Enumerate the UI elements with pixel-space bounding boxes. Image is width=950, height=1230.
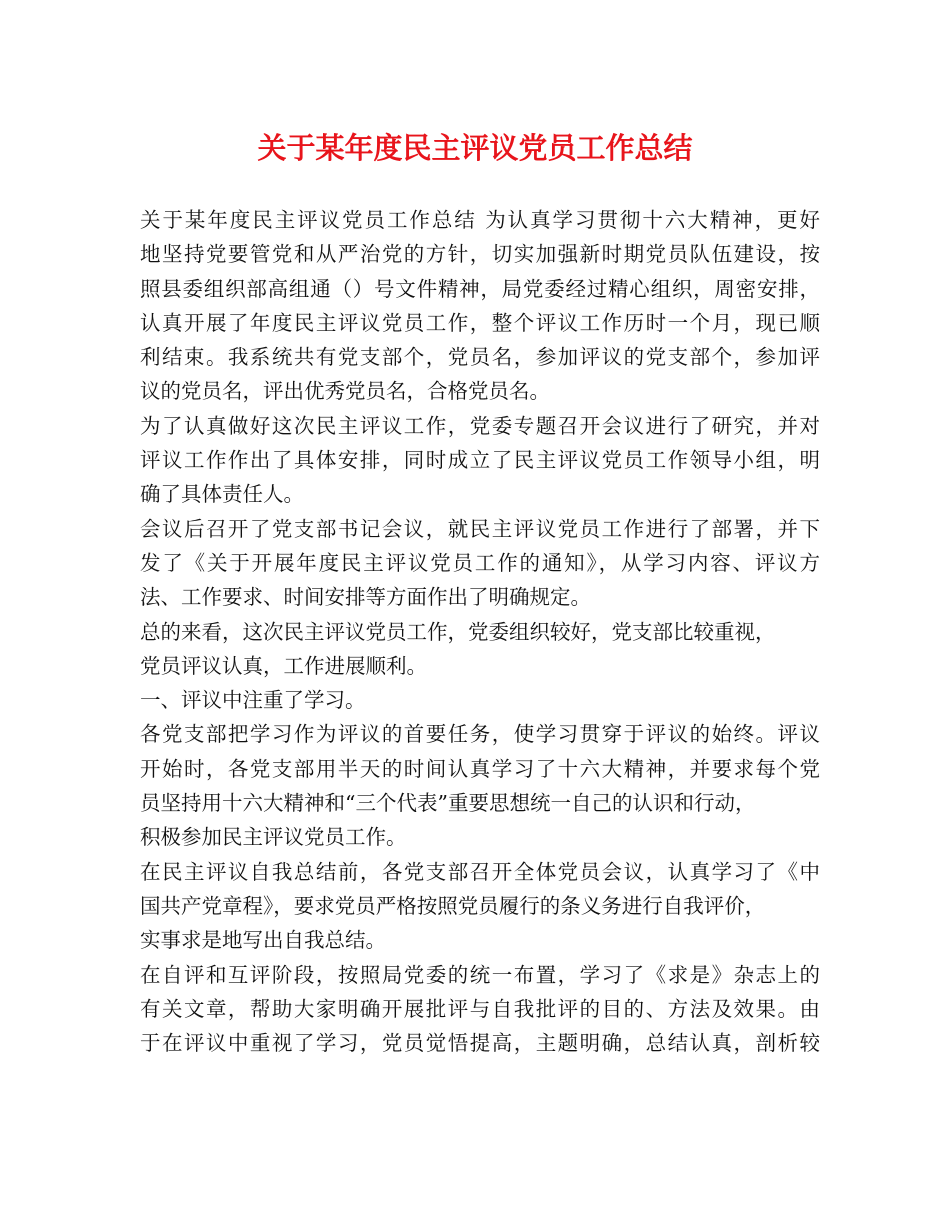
body-line: 认真开展了年度民主评议党员工作，整个评议工作历时一个月，现已顺 <box>140 310 820 335</box>
body-line: 总的来看，这次民主评议党员工作，党委组织较好，党支部比较重视， <box>140 619 776 644</box>
body-line: 有关文章，帮助大家明确开展批评与自我批评的目的、方法及效果。由 <box>140 996 820 1021</box>
body-line: 关于某年度民主评议党员工作总结 为认真学习贯彻十六大精神，更好 <box>140 208 820 232</box>
body-line: 在自评和互评阶段，按照局党委的统一布置，学习了《求是》杂志上的 <box>140 962 820 987</box>
body-line: 一、评议中注重了学习。 <box>140 688 366 713</box>
body-line: 法、工作要求、时间安排等方面作出了明确规定。 <box>140 585 591 610</box>
body-line: 地坚持党要管党和从严治党的方针，切实加强新时期党员队伍建设，按 <box>140 242 820 267</box>
body-line: 于在评议中重视了学习，党员觉悟提高，主题明确，总结认真，剖析较 <box>140 1031 820 1056</box>
body-line: 利结束。我系统共有党支部个，党员名，参加评议的党支部个，参加评 <box>140 345 820 370</box>
body-line: 国共产党章程》，要求党员严格按照党员履行的条义务进行自我评价， <box>140 893 766 918</box>
document-title: 关于某年度民主评议党员工作总结 <box>257 131 693 165</box>
body-line: 积极参加民主评议党员工作。 <box>140 825 407 850</box>
body-line: 照县委组织部高组通（）号文件精神，局党委经过精心组织，周密安排， <box>140 276 820 301</box>
body-line: 会议后召开了党支部书记会议，就民主评议党员工作进行了部署，并下 <box>140 516 820 541</box>
body-line: 党员评议认真，工作进展顺利。 <box>140 653 427 678</box>
document-body <box>140 203 820 1060</box>
body-line: 评议工作作出了具体安排，同时成立了民主评议党员工作领导小组，明 <box>140 448 820 473</box>
body-line: 发了《关于开展年度民主评议党员工作的通知》，从学习内容、评议方 <box>140 550 820 575</box>
body-line: 开始时，各党支部用半天的时间认真学习了十六大精神，并要求每个党 <box>140 756 820 781</box>
body-line: 员坚持用十六大精神和“三个代表”重要思想统一自己的认识和行动， <box>140 791 756 816</box>
body-line: 议的党员名，评出优秀党员名，合格党员名。 <box>140 379 550 404</box>
body-line: 实事求是地写出自我总结。 <box>140 928 386 953</box>
body-line: 各党支部把学习作为评议的首要任务，使学习贯穿于评议的始终。评议 <box>140 722 820 747</box>
body-line: 在民主评议自我总结前，各党支部召开全体党员会议，认真学习了《中 <box>140 859 820 884</box>
body-line: 为了认真做好这次民主评议工作，党委专题召开会议进行了研究，并对 <box>140 413 820 438</box>
body-line: 确了具体责任人。 <box>140 482 304 507</box>
